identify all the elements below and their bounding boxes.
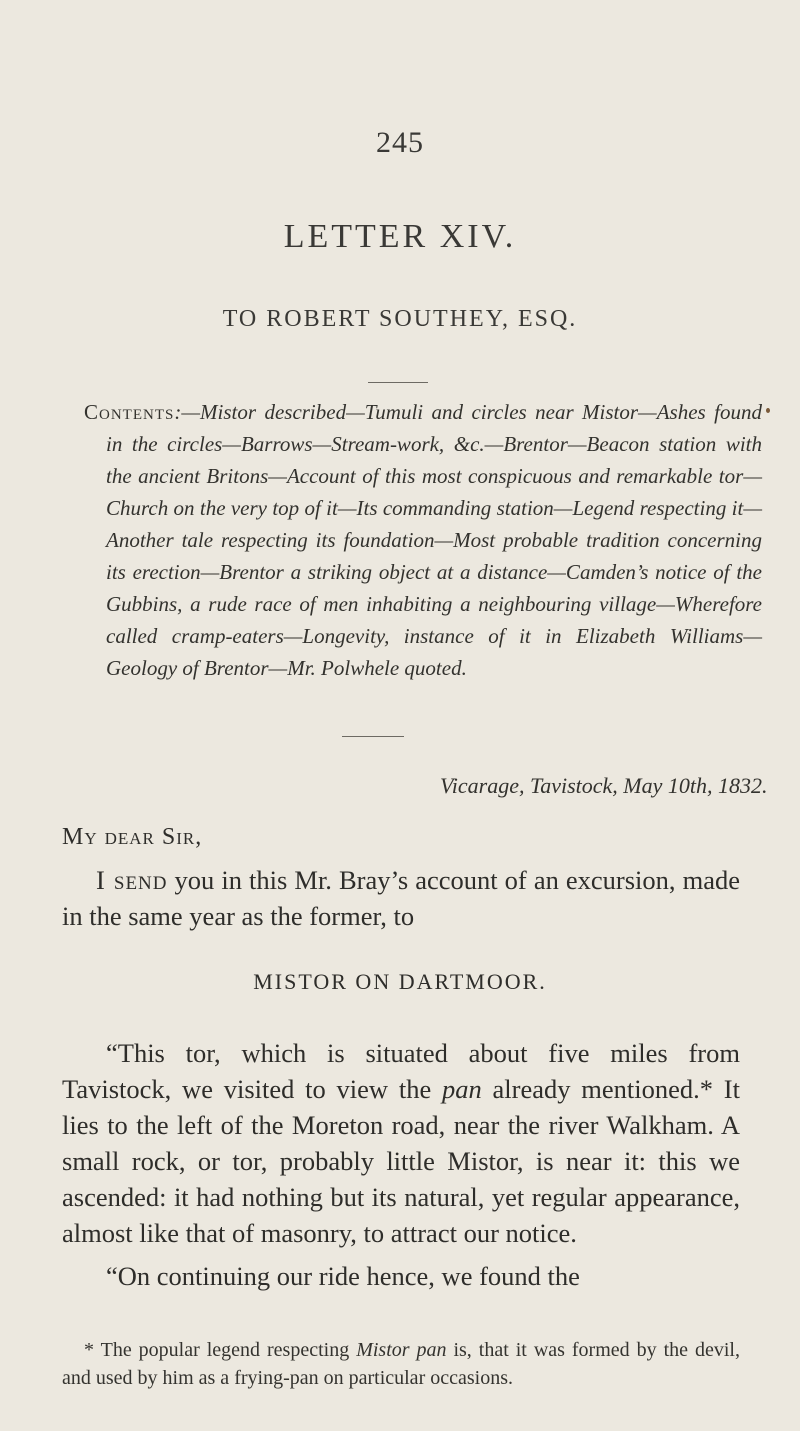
intro-lead: I send (96, 865, 168, 895)
intro-text: you in this Mr. Bray’s account of an excursion, made in the same year as the former, to (62, 865, 740, 931)
section-divider (368, 382, 428, 383)
contents-text: :—Mistor described—Tumuli and circles near Mistor—Ashes found in the circles—Barrows—Stream-work, &c.—Brentor—Beacon station with the ancient Britons—Account of this most conspicuous and remarkable tor—Church on the very top of it—Its commanding station—Legend respecting it—Another tale respecting its foundation—Most probable tradition concerning its erection—Brentor a striking object at a distance—Camden’s notice of the Gubbins, a rude race of men inhabiting a neighbouring village—Wherefore called cramp-eaters—Longevity, instance of it in Elizabeth Williams—Geology of Brentor—Mr. Polwhele quoted. (106, 400, 762, 680)
intro-paragraph (62, 862, 740, 934)
paragraph-text: “This tor, which is situated about five miles from Tavistock, we visited to view the (62, 1038, 740, 1104)
section-divider (342, 736, 404, 737)
emphasis-text: pan (442, 1074, 482, 1104)
footnote-text: is, that it was formed by the devil, and used by him as a frying-pan on particular occasions. (62, 1339, 740, 1389)
salutation: My dear Sir, (62, 824, 203, 850)
contents-head: Contents (84, 400, 175, 424)
contents-summary (84, 396, 762, 684)
body-paragraph (62, 1035, 740, 1251)
dateline: Vicarage, Tavistock, May 10th, 1832. (440, 773, 768, 798)
footnote-marker: * (84, 1339, 94, 1361)
body-paragraph: “On continuing our ride hence, we found the (106, 1261, 580, 1291)
paragraph-text: already mentioned.* It lies to the left of the Moreton road, near the river Walkham. A small rock, or tor, probably little Mistor, is near it: this we ascended: it had nothing but its natural, yet regular appearance, almost like that of masonry, to attract our notice. (62, 1074, 740, 1248)
paper-speck (766, 408, 770, 413)
addressee-heading: TO ROBERT SOUTHEY, ESQ. (222, 306, 578, 332)
letter-title: LETTER XIV. (283, 218, 517, 255)
section-heading: MISTOR ON DARTMOOR. (253, 969, 547, 994)
emphasis-text: Mistor pan (356, 1339, 447, 1361)
page-number: 245 (376, 126, 424, 159)
footnote-text: The popular legend respecting (94, 1339, 357, 1361)
footnote (62, 1336, 740, 1392)
